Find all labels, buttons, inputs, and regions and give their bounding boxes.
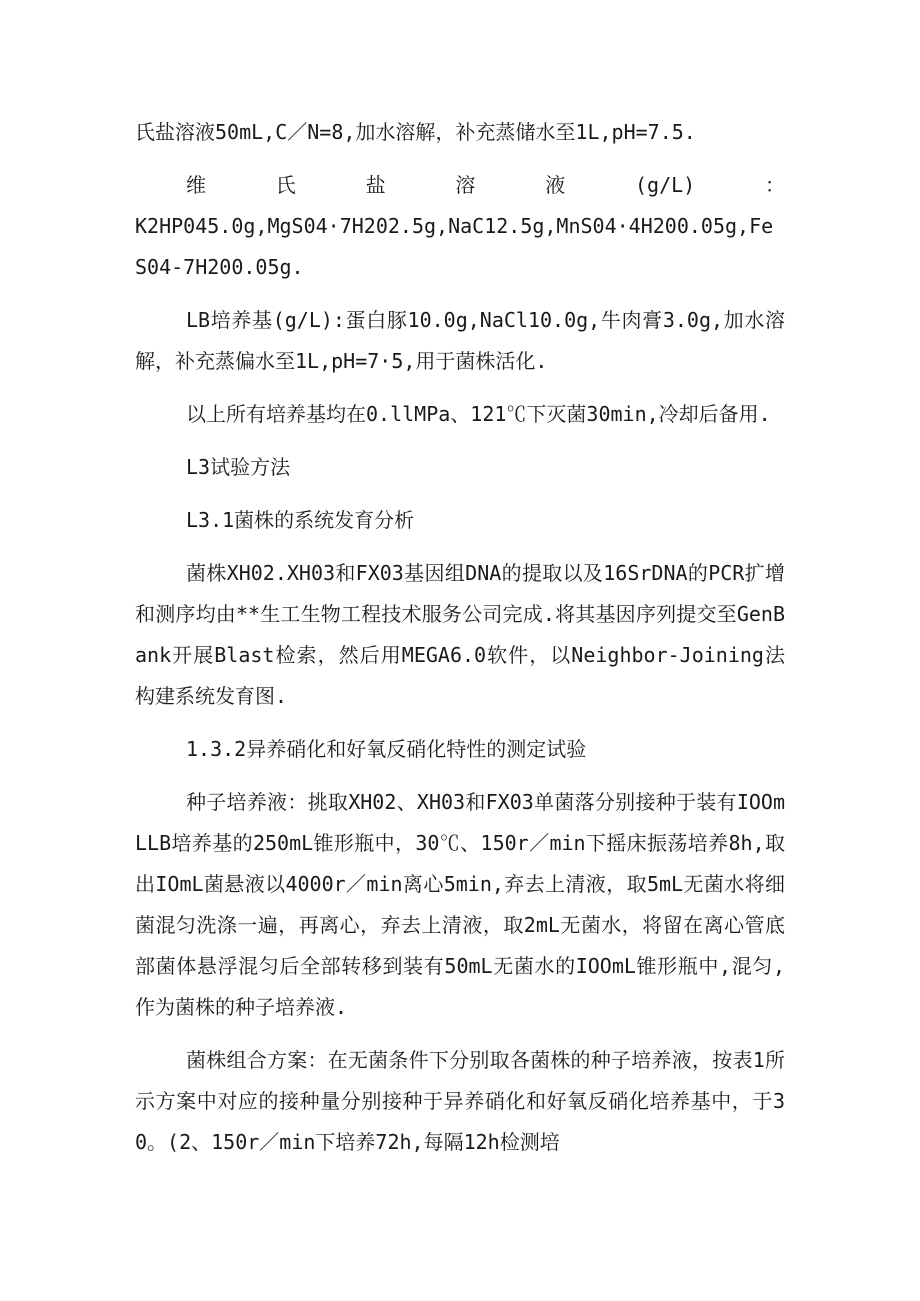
section-heading-test-method: L3试验方法 xyxy=(186,455,291,479)
paragraph-strain-sequencing: 菌株XH02.XH03和FX03基因组DNA的提取以及16SrDNA的PCR扩增和测序均由**生工生物工程技术服务公司完成.将其基因序列提交至GenBank开展Blast检索，然后用MEGA6.0软件，以Neighbor-Joining法构建系统发育图. xyxy=(135,561,785,708)
paragraph-vitamin-salt-solution xyxy=(135,165,785,288)
paragraph-seed-culture: 种子培养液：挑取XH02、XH03和FX03单菌落分别接种于装有IOOmLLB培养基的250mL锥形瓶中，30℃、150r／min下摇床振荡培养8h,取出IOmL菌悬液以4000r／min离心5min,弃去上清液，取5mL无菌水将细菌混匀洗涤一遍，再离心，弃去上清液，取2mL无菌水，将留在离心管底部菌体悬浮混匀后全部转移到装有50mL无菌水的IOOmL锥形瓶中,混匀,作为菌株的种子培养液. xyxy=(135,790,785,1019)
paragraph-sterilization: 以上所有培养基均在0.llMPa、121℃下灭菌30min,冷却后备用. xyxy=(186,402,771,426)
subsection-heading-nitrification: 1.3.2异养硝化和好氧反硝化特性的测定试验 xyxy=(186,737,587,761)
spread-char: 氏 xyxy=(275,173,296,197)
vitamin-salt-formula: K2HP045.0g,MgS04·7H202.5g,NaC12.5g,MnS04·4H200.05g,FeS04-7H200.05g. xyxy=(135,214,774,279)
spread-char: ： xyxy=(765,173,785,197)
spread-char: 盐 xyxy=(365,173,386,197)
spread-char: 液 xyxy=(545,173,566,197)
spread-char: 维 xyxy=(186,173,206,197)
paragraph-lb-medium: LB培养基(g/L):蛋白豚10.0g,NaCl10.0g,牛肉膏3.0g,加水溶解，补充蒸偏水至1L,pH=7·5,用于菌株活化. xyxy=(135,308,785,373)
spread-heading-line xyxy=(135,165,785,206)
spread-char: 溶 xyxy=(455,173,476,197)
document-body xyxy=(135,112,785,1175)
paragraph-salt-solution-tail: 氏盐溶液50mL,C／N=8,加水溶解，补充蒸储水至1L,pH=7.5. xyxy=(135,120,696,144)
paragraph-strain-combination: 菌株组合方案：在无菌条件下分别取各菌株的种子培养液，按表1所示方案中对应的接种量分别接种于异养硝化和好氧反硝化培养基中，于30。(2、150r／min下培养72h,每隔12h检测培 xyxy=(135,1048,785,1154)
subsection-heading-phylogenetic: L3.1菌株的系统发育分析 xyxy=(186,508,415,532)
spread-char: (g/L) xyxy=(634,173,696,197)
